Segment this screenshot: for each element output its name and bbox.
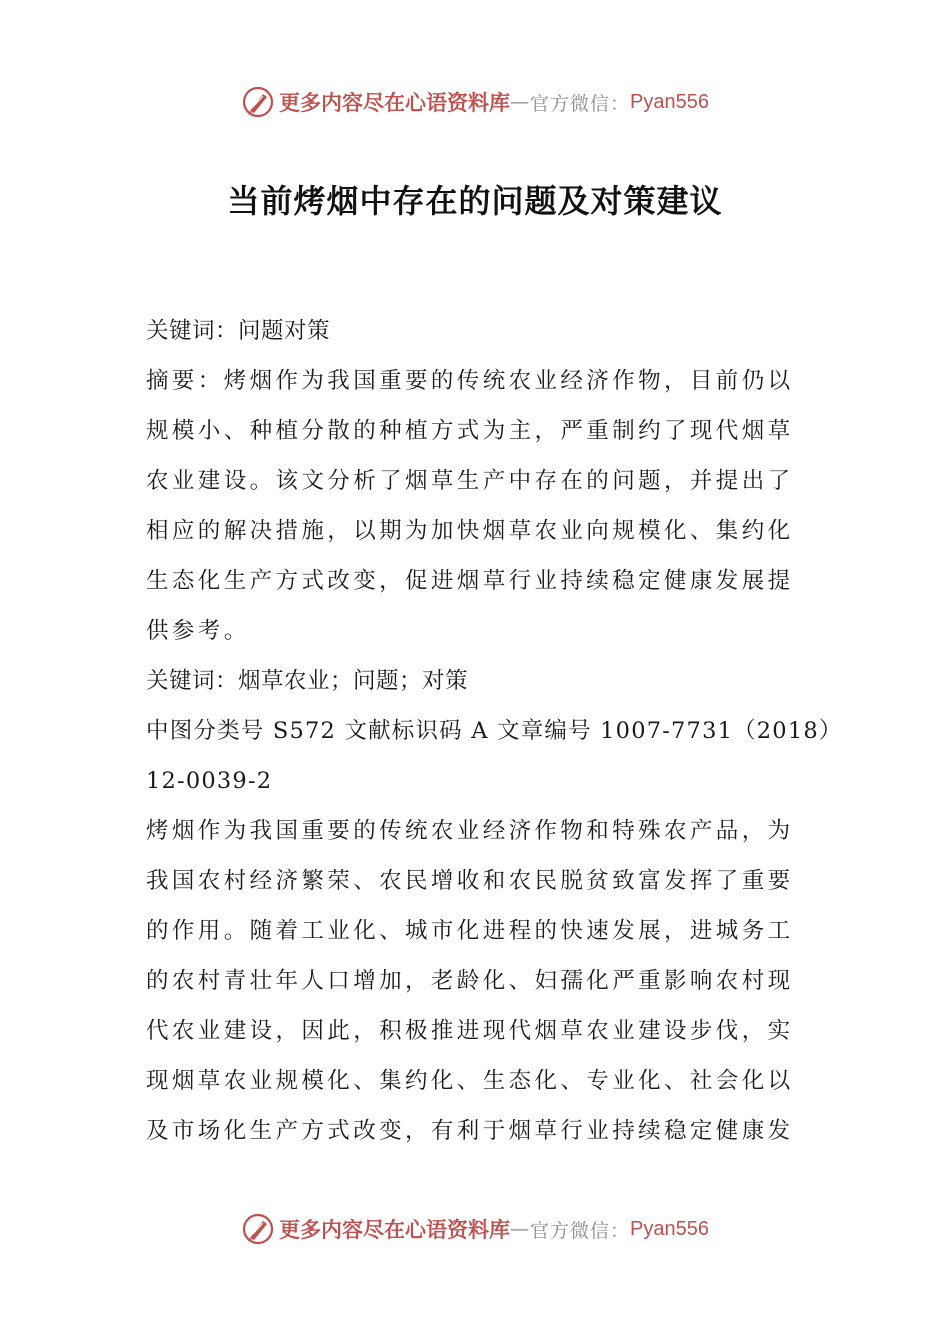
banner-dash: — bbox=[510, 91, 530, 113]
pen-logo-icon bbox=[241, 85, 275, 119]
body-line: 我国农村经济繁荣、农民增收和农民脱贫致富发挥了重要 bbox=[146, 868, 794, 894]
body-line: 现烟草农业规模化、集约化、生态化、专业化、社会化以 bbox=[146, 1068, 794, 1094]
header-banner bbox=[0, 82, 950, 122]
classification-line: 中图分类号 S572 文献标识码 A 文章编号 1007-7731（2018） bbox=[146, 718, 843, 744]
banner-dash: — bbox=[510, 1218, 530, 1240]
abstract-line: 生态化生产方式改变，促进烟草行业持续稳定健康发展提 bbox=[146, 568, 794, 594]
keywords-line: 关键词：烟草农业；问题；对策 bbox=[146, 668, 469, 694]
pen-logo-icon bbox=[241, 1212, 275, 1246]
body-line: 的农村青壮年人口增加，老龄化、妇孺化严重影响农村现 bbox=[146, 968, 794, 994]
banner-label: 官方微信： bbox=[530, 92, 631, 115]
banner-wechat-id: Pyan556 bbox=[630, 1217, 709, 1240]
body-line: 代农业建设，因此，积极推进现代烟草农业建设步伐，实 bbox=[146, 1018, 794, 1044]
footer-banner bbox=[0, 1209, 950, 1249]
document-title: 当前烤烟中存在的问题及对策建议 bbox=[227, 182, 723, 220]
banner-wechat-id: Pyan556 bbox=[630, 90, 709, 113]
banner-main-text: 更多内容尽在心语资料库 bbox=[279, 1217, 510, 1242]
body-line: 烤烟作为我国重要的传统农业经济作物和特殊农产品，为 bbox=[146, 818, 794, 844]
article-number-line: 12-0039-2 bbox=[146, 768, 273, 794]
abstract-line: 规模小、种植分散的种植方式为主，严重制约了现代烟草 bbox=[146, 418, 794, 444]
abstract-line: 农业建设。该文分析了烟草生产中存在的问题，并提出了 bbox=[146, 468, 794, 494]
abstract-line: 相应的解决措施，以期为加快烟草农业向规模化、集约化 bbox=[146, 518, 794, 544]
body-line: 及市场化生产方式改变，有利于烟草行业持续稳定健康发 bbox=[146, 1118, 794, 1144]
body-line: 的作用。随着工业化、城市化进程的快速发展，进城务工 bbox=[146, 918, 794, 944]
keywords-line: 关键词：问题对策 bbox=[146, 318, 331, 344]
document-body bbox=[146, 306, 843, 1156]
abstract-line: 供参考。 bbox=[146, 618, 250, 644]
banner-label: 官方微信： bbox=[530, 1219, 631, 1242]
banner-main-text: 更多内容尽在心语资料库 bbox=[279, 90, 510, 115]
abstract-line: 摘要：烤烟作为我国重要的传统农业经济作物，目前仍以 bbox=[146, 368, 794, 394]
